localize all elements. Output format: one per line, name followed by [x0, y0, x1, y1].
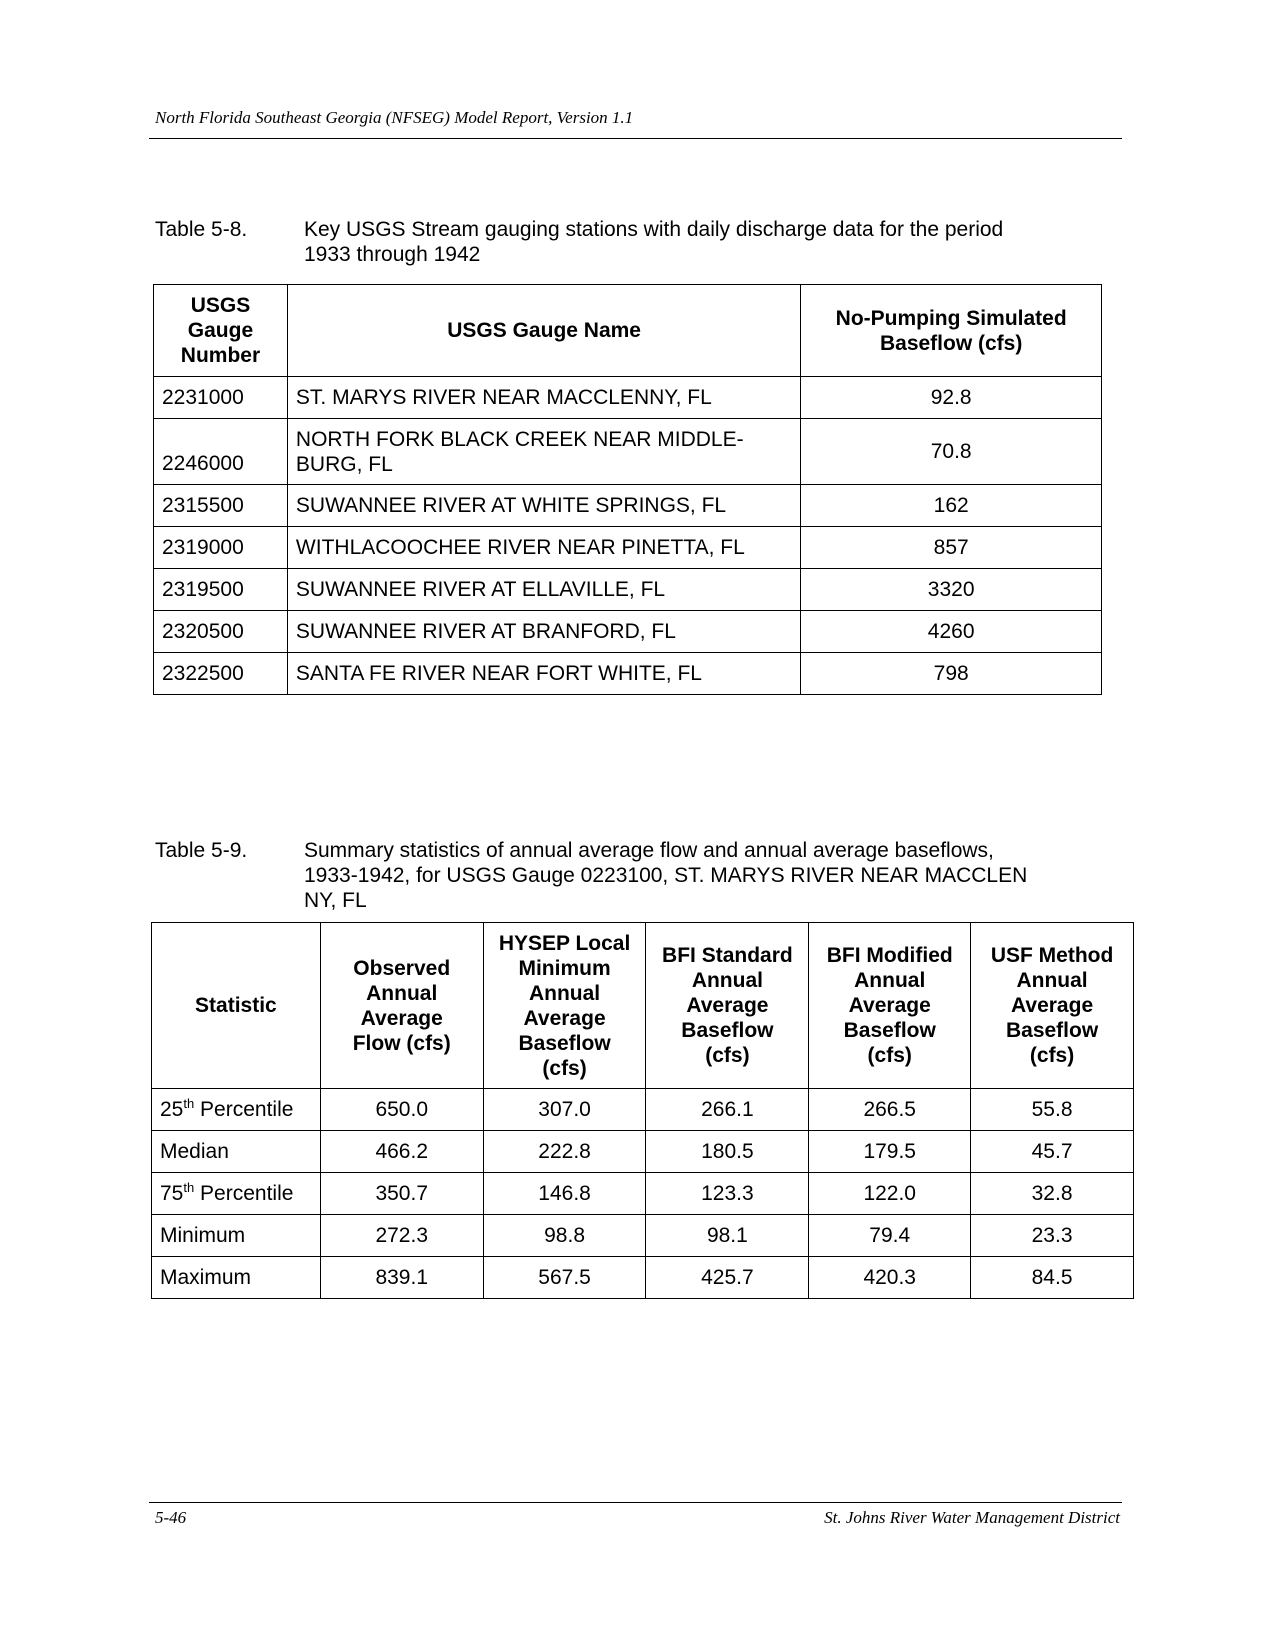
bfi-standard-cell: 425.7	[646, 1257, 809, 1299]
header-rule	[149, 138, 1122, 139]
table-5-8-caption-text	[304, 217, 1003, 267]
table-header-row	[154, 285, 1102, 377]
statistic-cell: Minimum	[152, 1215, 321, 1257]
baseflow-cell: 4260	[801, 611, 1102, 653]
baseflow-cell: 857	[801, 527, 1102, 569]
baseflow-cell: 92.8	[801, 377, 1102, 419]
usf-cell: 84.5	[971, 1257, 1134, 1299]
header-baseflow: No-Pumping Simulated Baseflow (cfs)	[801, 285, 1102, 377]
table-row	[154, 569, 1102, 611]
header-statistic: Statistic	[152, 923, 321, 1089]
bfi-standard-cell: 98.1	[646, 1215, 809, 1257]
gauge-name-cell: SANTA FE RIVER NEAR FORT WHITE, FL	[287, 653, 800, 695]
bfi-standard-cell: 123.3	[646, 1173, 809, 1215]
gauge-number-cell: 2319000	[154, 527, 288, 569]
caption-line: 1933-1942, for USGS Gauge 0223100, ST. MARYS RIVER NEAR MACCLEN	[304, 864, 1028, 887]
baseflow-cell: 798	[801, 653, 1102, 695]
baseflow-cell: 162	[801, 485, 1102, 527]
header-observed-flow: Observed Annual Average Flow (cfs)	[320, 923, 483, 1089]
observed-cell: 272.3	[320, 1215, 483, 1257]
header-hysep-baseflow: HYSEP Local Minimum Annual Average Baseflow (cfs)	[483, 923, 646, 1089]
table-5-9-caption	[155, 838, 1125, 914]
caption-line: NY, FL	[304, 889, 367, 912]
table-5-8	[153, 284, 1102, 695]
usf-cell: 32.8	[971, 1173, 1134, 1215]
baseflow-cell: 3320	[801, 569, 1102, 611]
table-row	[152, 1131, 1134, 1173]
usf-cell: 23.3	[971, 1215, 1134, 1257]
header-gauge-number: USGS Gauge Number	[154, 285, 288, 377]
bfi-modified-cell: 266.5	[809, 1089, 971, 1131]
gauge-number-cell: 2315500	[154, 485, 288, 527]
table-5-9	[151, 922, 1134, 1299]
gauge-number-cell: 2320500	[154, 611, 288, 653]
header-bfi-modified-baseflow: BFI Modified Annual Average Baseflow (cfs)	[809, 923, 971, 1089]
hysep-cell: 567.5	[483, 1257, 646, 1299]
header-usf-method-baseflow: USF Method Annual Average Baseflow (cfs)	[971, 923, 1134, 1089]
header-gauge-name: USGS Gauge Name	[287, 285, 800, 377]
baseflow-cell: 70.8	[801, 419, 1102, 485]
table-row	[152, 1215, 1134, 1257]
table-row	[152, 1173, 1134, 1215]
hysep-cell: 98.8	[483, 1215, 646, 1257]
gauge-number-cell: 2231000	[154, 377, 288, 419]
table-row	[152, 1257, 1134, 1299]
table-header-row	[152, 923, 1134, 1089]
caption-line: Summary statistics of annual average flow and annual average baseflows,	[304, 839, 994, 862]
footer-organization: St. Johns River Water Management District	[824, 1508, 1120, 1527]
caption-line: 1933 through 1942	[304, 243, 481, 266]
table-5-8-caption	[155, 217, 1105, 269]
statistic-cell: Maximum	[152, 1257, 321, 1299]
gauge-name-cell: SUWANNEE RIVER AT WHITE SPRINGS, FL	[287, 485, 800, 527]
usf-cell: 45.7	[971, 1131, 1134, 1173]
observed-cell: 839.1	[320, 1257, 483, 1299]
gauge-number-cell: 2319500	[154, 569, 288, 611]
observed-cell: 650.0	[320, 1089, 483, 1131]
table-row	[154, 485, 1102, 527]
running-header: North Florida Southeast Georgia (NFSEG) Model Report, Version 1.1	[155, 108, 634, 127]
bfi-modified-cell: 79.4	[809, 1215, 971, 1257]
bfi-modified-cell: 420.3	[809, 1257, 971, 1299]
footer-rule	[149, 1502, 1122, 1503]
statistic-cell: 75th Percentile	[152, 1173, 321, 1215]
table-row	[154, 527, 1102, 569]
gauge-number-cell: 2246000	[154, 419, 288, 485]
table-row	[152, 1089, 1134, 1131]
hysep-cell: 307.0	[483, 1089, 646, 1131]
bfi-standard-cell: 180.5	[646, 1131, 809, 1173]
table-5-9-caption-text	[304, 838, 1027, 913]
statistic-cell: Median	[152, 1131, 321, 1173]
gauge-name-cell: WITHLACOOCHEE RIVER NEAR PINETTA, FL	[287, 527, 800, 569]
table-5-8-caption-number: Table 5-8.	[155, 218, 248, 241]
gauge-number-cell: 2322500	[154, 653, 288, 695]
gauge-name-cell: NORTH FORK BLACK CREEK NEAR MIDDLE- BURG, FL	[287, 419, 800, 485]
gauge-name-cell: SUWANNEE RIVER AT BRANFORD, FL	[287, 611, 800, 653]
observed-cell: 466.2	[320, 1131, 483, 1173]
header-bfi-standard-baseflow: BFI Standard Annual Average Baseflow (cfs)	[646, 923, 809, 1089]
gauge-name-cell: ST. MARYS RIVER NEAR MACCLENNY, FL	[287, 377, 800, 419]
gauge-name-cell: SUWANNEE RIVER AT ELLAVILLE, FL	[287, 569, 800, 611]
bfi-modified-cell: 122.0	[809, 1173, 971, 1215]
table-5-9-caption-number: Table 5-9.	[155, 839, 248, 862]
usf-cell: 55.8	[971, 1089, 1134, 1131]
hysep-cell: 222.8	[483, 1131, 646, 1173]
table-row	[154, 653, 1102, 695]
observed-cell: 350.7	[320, 1173, 483, 1215]
statistic-cell: 25th Percentile	[152, 1089, 321, 1131]
table-row	[154, 377, 1102, 419]
table-row	[154, 419, 1102, 485]
table-row	[154, 611, 1102, 653]
bfi-modified-cell: 179.5	[809, 1131, 971, 1173]
bfi-standard-cell: 266.1	[646, 1089, 809, 1131]
caption-line: Key USGS Stream gauging stations with daily discharge data for the period	[304, 218, 1004, 241]
page-number: 5-46	[155, 1508, 187, 1527]
hysep-cell: 146.8	[483, 1173, 646, 1215]
